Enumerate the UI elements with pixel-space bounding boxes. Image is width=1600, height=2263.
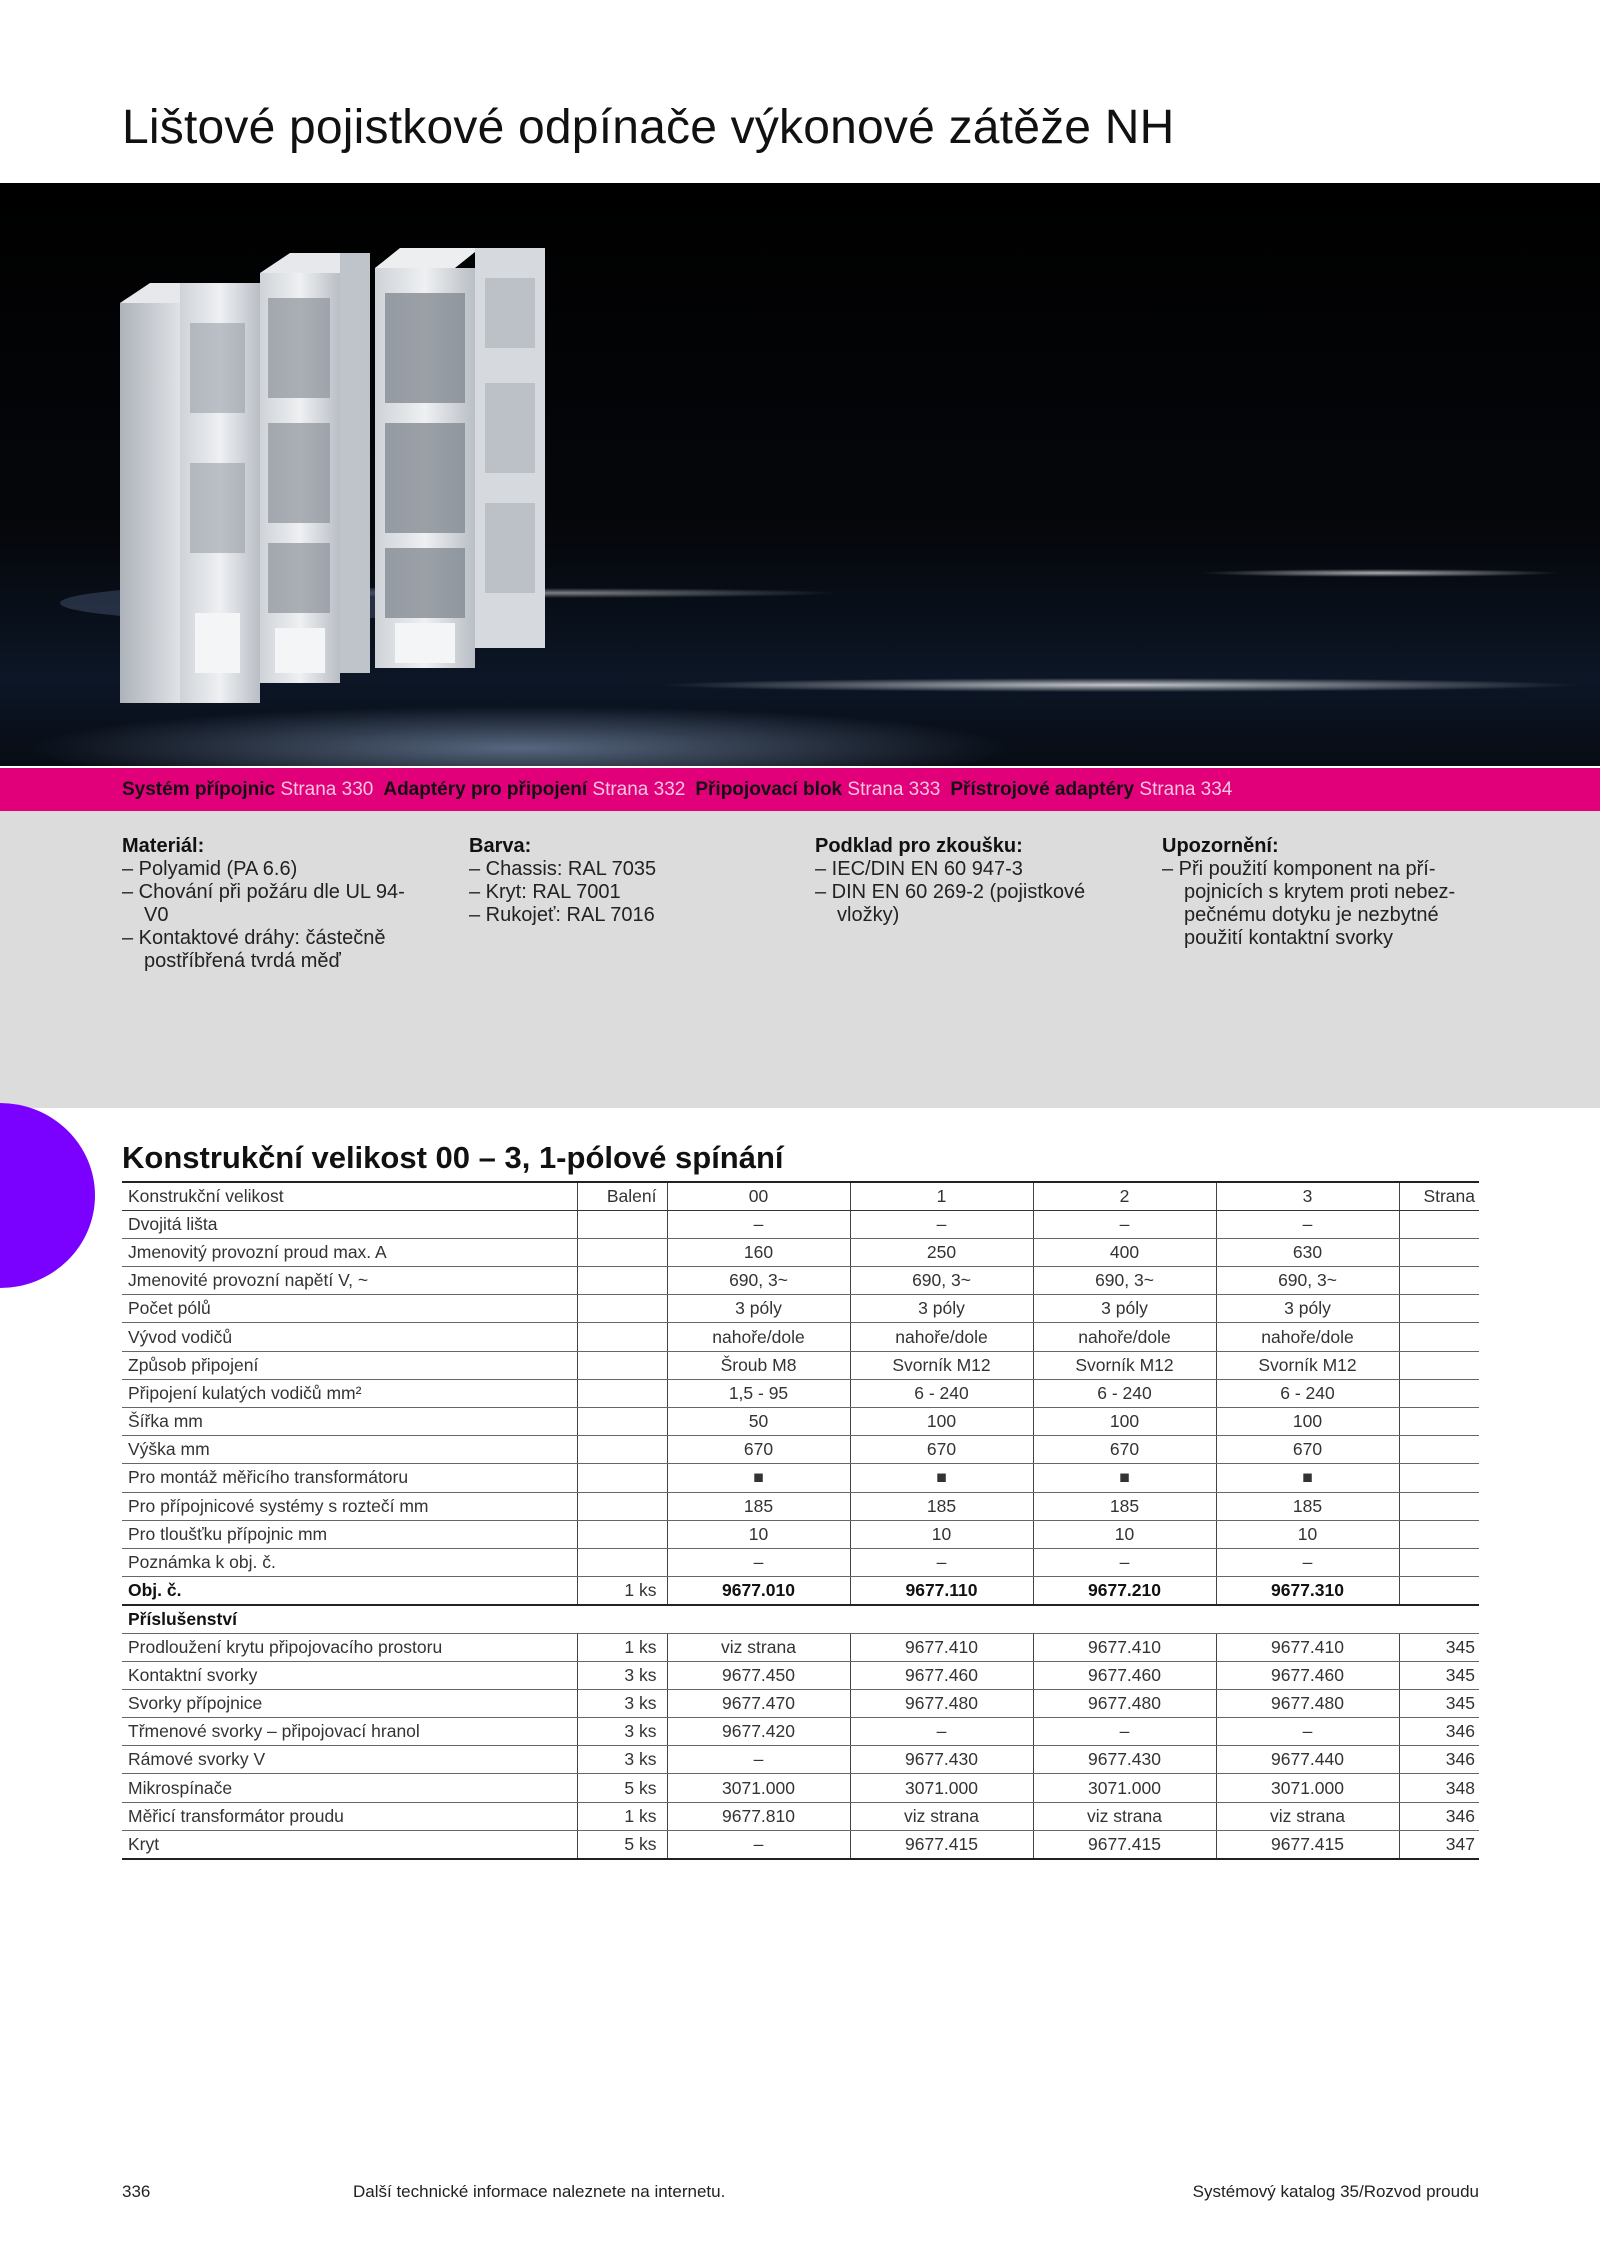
row-label: Měřicí transformátor proudu (122, 1802, 577, 1830)
row-label: Poznámka k obj. č. (122, 1548, 577, 1576)
row-page (1399, 1492, 1479, 1520)
row-value: 690, 3~ (850, 1267, 1033, 1295)
row-value: 185 (1033, 1492, 1216, 1520)
row-value: 9677.460 (850, 1661, 1033, 1689)
spec-color (469, 835, 769, 927)
header-page: Strana (1399, 1182, 1479, 1210)
order-page (1399, 1577, 1479, 1605)
row-value: 6 - 240 (850, 1379, 1033, 1407)
table-row (122, 1408, 1479, 1436)
accessory-row (122, 1718, 1479, 1746)
row-pack (577, 1351, 667, 1379)
table-row (122, 1238, 1479, 1266)
row-value: 9677.415 (1216, 1830, 1399, 1858)
row-label: Jmenovitý provozní proud max. A (122, 1238, 577, 1266)
spec-heading: Upozornění: (1162, 835, 1279, 857)
row-value: 160 (667, 1238, 850, 1266)
row-value: Šroub M8 (667, 1351, 850, 1379)
row-value: 9677.810 (667, 1802, 850, 1830)
row-pack (577, 1210, 667, 1238)
table-row (122, 1492, 1479, 1520)
row-label: Pro přípojnicové systémy s roztečí mm (122, 1492, 577, 1520)
row-value: 9677.415 (850, 1830, 1033, 1858)
row-pack: 1 ks (577, 1633, 667, 1661)
row-value: 670 (1216, 1436, 1399, 1464)
header-pack: Balení (577, 1182, 667, 1210)
row-page: 345 (1399, 1689, 1479, 1717)
row-value: 9677.430 (850, 1746, 1033, 1774)
row-label: Rámové svorky V (122, 1746, 577, 1774)
spec-item: – Rukojeť: RAL 7016 (469, 904, 655, 926)
row-page (1399, 1238, 1479, 1266)
row-page (1399, 1295, 1479, 1323)
specifications-panel (0, 811, 1600, 1108)
page-title: Lištové pojistkové odpínače výkonové zátěže NH (122, 101, 1175, 154)
row-pack (577, 1295, 667, 1323)
row-value: 9677.460 (1033, 1661, 1216, 1689)
table-row (122, 1295, 1479, 1323)
table-row (122, 1210, 1479, 1238)
row-value: 690, 3~ (1033, 1267, 1216, 1295)
row-value: 9677.440 (1216, 1746, 1399, 1774)
order-number-row (122, 1577, 1479, 1605)
footer-note: Další technické informace naleznete na internetu. (353, 2182, 726, 2201)
row-value: – (850, 1210, 1033, 1238)
row-value: nahoře/dole (667, 1323, 850, 1351)
row-value: – (1216, 1548, 1399, 1576)
row-label: Způsob připojení (122, 1351, 577, 1379)
order-number: 9677.010 (667, 1577, 850, 1605)
row-page (1399, 1267, 1479, 1295)
row-value: 10 (850, 1520, 1033, 1548)
accessory-row (122, 1746, 1479, 1774)
row-page: 347 (1399, 1830, 1479, 1858)
row-label: Dvojitá lišta (122, 1210, 577, 1238)
row-pack: 5 ks (577, 1830, 667, 1858)
row-label: Pro montáž měřicího transformátoru (122, 1464, 577, 1492)
row-value: 3071.000 (850, 1774, 1033, 1802)
row-pack (577, 1238, 667, 1266)
order-pack: 1 ks (577, 1577, 667, 1605)
row-value: 50 (667, 1408, 850, 1436)
table-row (122, 1351, 1479, 1379)
row-value: – (850, 1718, 1033, 1746)
row-page: 345 (1399, 1633, 1479, 1661)
row-value: 670 (850, 1436, 1033, 1464)
accessories-label: Příslušenství (122, 1605, 1479, 1633)
row-value: 9677.470 (667, 1689, 850, 1717)
row-value: 3 póly (850, 1295, 1033, 1323)
row-value: – (667, 1210, 850, 1238)
spec-heading: Materiál: (122, 835, 205, 857)
row-value: Svorník M12 (1216, 1351, 1399, 1379)
row-label: Počet pólů (122, 1295, 577, 1323)
row-label: Vývod vodičů (122, 1323, 577, 1351)
row-page: 345 (1399, 1661, 1479, 1689)
row-pack (577, 1267, 667, 1295)
row-pack: 3 ks (577, 1661, 667, 1689)
row-value: 10 (1033, 1520, 1216, 1548)
row-pack (577, 1464, 667, 1492)
row-label: Mikrospínače (122, 1774, 577, 1802)
table-row (122, 1436, 1479, 1464)
row-label: Pro tloušťku přípojnic mm (122, 1520, 577, 1548)
row-value: 690, 3~ (1216, 1267, 1399, 1295)
row-pack: 3 ks (577, 1718, 667, 1746)
spec-item: – IEC/DIN EN 60 947-3 (815, 858, 1023, 880)
spec-item: – DIN EN 60 269-2 (pojistkové vložky) (815, 881, 1086, 926)
row-value: – (1216, 1718, 1399, 1746)
spec-item: – Chassis: RAL 7035 (469, 858, 657, 880)
row-value: – (667, 1548, 850, 1576)
row-value: 100 (1216, 1408, 1399, 1436)
header-size-value: 00 (667, 1182, 850, 1210)
header-size-value: 1 (850, 1182, 1033, 1210)
table-row (122, 1267, 1479, 1295)
spec-item: – Kontaktové dráhy: částečně postříbřená tvrdá měď (122, 927, 386, 972)
row-value: 3 póly (1216, 1295, 1399, 1323)
row-value: 100 (1033, 1408, 1216, 1436)
row-value: 185 (1216, 1492, 1399, 1520)
row-page (1399, 1520, 1479, 1548)
row-value: 10 (667, 1520, 850, 1548)
row-value: 1,5 - 95 (667, 1379, 850, 1407)
row-pack: 5 ks (577, 1774, 667, 1802)
row-value: 3 póly (667, 1295, 850, 1323)
row-value: 670 (667, 1436, 850, 1464)
row-page (1399, 1436, 1479, 1464)
spec-heading: Podklad pro zkoušku: (815, 835, 1023, 857)
spec-item: – Při použití komponent na pří- pojnicích s krytem proti nebez- pečnému dotyku je nezbytné použití kontaktní svorky (1162, 858, 1456, 949)
row-page (1399, 1210, 1479, 1238)
row-value: ■ (667, 1464, 850, 1492)
row-label: Výška mm (122, 1436, 577, 1464)
header-size: Konstrukční velikost (122, 1182, 577, 1210)
row-value: – (667, 1830, 850, 1858)
row-pack (577, 1408, 667, 1436)
accessory-row (122, 1689, 1479, 1717)
row-value: 9677.410 (850, 1633, 1033, 1661)
row-value: nahoře/dole (1216, 1323, 1399, 1351)
row-value: viz strana (667, 1633, 850, 1661)
row-value: 9677.480 (1216, 1689, 1399, 1717)
product-photo (0, 183, 1600, 766)
order-number: 9677.310 (1216, 1577, 1399, 1605)
nav-connection-adapters[interactable]: Adaptéry pro připojení Strana 332 (383, 778, 686, 800)
row-value: Svorník M12 (1033, 1351, 1216, 1379)
row-page (1399, 1323, 1479, 1351)
row-value: – (850, 1548, 1033, 1576)
row-pack: 3 ks (577, 1689, 667, 1717)
spec-item: – Kryt: RAL 7001 (469, 881, 621, 903)
table-row (122, 1548, 1479, 1576)
order-label: Obj. č. (122, 1577, 577, 1605)
row-value: 10 (1216, 1520, 1399, 1548)
spec-notice (1162, 835, 1472, 950)
row-value: nahoře/dole (850, 1323, 1033, 1351)
order-number: 9677.110 (850, 1577, 1033, 1605)
accessory-row (122, 1774, 1479, 1802)
accessory-row (122, 1661, 1479, 1689)
row-page (1399, 1379, 1479, 1407)
row-value: 9677.410 (1216, 1633, 1399, 1661)
row-value: 9677.480 (850, 1689, 1033, 1717)
footer-catalog: Systémový katalog 35/Rozvod proudu (1192, 2182, 1479, 2201)
row-label: Třmenové svorky – připojovací hranol (122, 1718, 577, 1746)
accessory-row (122, 1830, 1479, 1858)
nav-connection-block[interactable]: Připojovací blok Strana 333 (695, 778, 941, 800)
spec-item: – Polyamid (PA 6.6) (122, 858, 298, 880)
row-page: 346 (1399, 1718, 1479, 1746)
row-pack (577, 1520, 667, 1548)
row-page (1399, 1351, 1479, 1379)
row-value: 9677.480 (1033, 1689, 1216, 1717)
row-value: 185 (667, 1492, 850, 1520)
row-value: viz strana (850, 1802, 1033, 1830)
row-value: – (667, 1746, 850, 1774)
row-label: Šířka mm (122, 1408, 577, 1436)
nav-busbar-system[interactable]: Systém přípojnic Strana 330 (122, 778, 374, 800)
row-value: 9677.420 (667, 1718, 850, 1746)
order-number: 9677.210 (1033, 1577, 1216, 1605)
row-value: – (1033, 1210, 1216, 1238)
row-value: 3071.000 (1033, 1774, 1216, 1802)
row-label: Kontaktní svorky (122, 1661, 577, 1689)
row-page: 346 (1399, 1802, 1479, 1830)
row-value: Svorník M12 (850, 1351, 1033, 1379)
row-value: – (1033, 1548, 1216, 1576)
row-label: Jmenovité provozní napětí V, ~ (122, 1267, 577, 1295)
row-value: 100 (850, 1408, 1033, 1436)
decorative-circle (0, 1103, 95, 1288)
row-value: 3071.000 (1216, 1774, 1399, 1802)
row-pack: 3 ks (577, 1746, 667, 1774)
accessories-header-row (122, 1605, 1479, 1633)
header-size-value: 2 (1033, 1182, 1216, 1210)
row-value: 185 (850, 1492, 1033, 1520)
spec-material (122, 835, 422, 973)
row-value: 6 - 240 (1033, 1379, 1216, 1407)
row-value: 6 - 240 (1216, 1379, 1399, 1407)
row-page (1399, 1548, 1479, 1576)
row-label: Svorky přípojnice (122, 1689, 577, 1717)
row-value: 630 (1216, 1238, 1399, 1266)
row-page (1399, 1408, 1479, 1436)
row-value: 9677.410 (1033, 1633, 1216, 1661)
table-header-row (122, 1182, 1479, 1210)
row-value: ■ (1033, 1464, 1216, 1492)
row-pack: 1 ks (577, 1802, 667, 1830)
spec-item: – Chování při požáru dle UL 94-V0 (122, 881, 405, 926)
row-page (1399, 1464, 1479, 1492)
row-pack (577, 1323, 667, 1351)
cross-reference-bar (0, 768, 1600, 811)
nav-device-adapters[interactable]: Přístrojové adaptéry Strana 334 (950, 778, 1233, 800)
row-value: viz strana (1033, 1802, 1216, 1830)
header-size-value: 3 (1216, 1182, 1399, 1210)
row-value: – (1033, 1718, 1216, 1746)
row-value: 690, 3~ (667, 1267, 850, 1295)
row-value: 9677.460 (1216, 1661, 1399, 1689)
row-value: – (1216, 1210, 1399, 1238)
product-table (122, 1181, 1479, 1860)
spec-test-basis (815, 835, 1115, 927)
table-row (122, 1323, 1479, 1351)
accessory-row (122, 1802, 1479, 1830)
row-pack (577, 1436, 667, 1464)
row-page: 348 (1399, 1774, 1479, 1802)
row-value: 400 (1033, 1238, 1216, 1266)
spec-heading: Barva: (469, 835, 532, 857)
row-pack (577, 1379, 667, 1407)
row-value: ■ (850, 1464, 1033, 1492)
row-label: Prodloužení krytu připojovacího prostoru (122, 1633, 577, 1661)
fuse-switch-illustration (0, 183, 1600, 766)
row-label: Kryt (122, 1830, 577, 1858)
row-page: 346 (1399, 1746, 1479, 1774)
row-value: nahoře/dole (1033, 1323, 1216, 1351)
table-row (122, 1520, 1479, 1548)
row-value: 9677.450 (667, 1661, 850, 1689)
row-value: 9677.430 (1033, 1746, 1216, 1774)
row-pack (577, 1492, 667, 1520)
row-value: ■ (1216, 1464, 1399, 1492)
table-row (122, 1379, 1479, 1407)
table-row (122, 1464, 1479, 1492)
row-label: Připojení kulatých vodičů mm² (122, 1379, 577, 1407)
row-value: 250 (850, 1238, 1033, 1266)
page-number: 336 (122, 2182, 151, 2201)
row-value: 670 (1033, 1436, 1216, 1464)
accessory-row (122, 1633, 1479, 1661)
section-title: Konstrukční velikost 00 – 3, 1-pólové spínání (122, 1140, 784, 1175)
row-value: 9677.415 (1033, 1830, 1216, 1858)
row-value: viz strana (1216, 1802, 1399, 1830)
row-value: 3071.000 (667, 1774, 850, 1802)
row-pack (577, 1548, 667, 1576)
row-value: 3 póly (1033, 1295, 1216, 1323)
